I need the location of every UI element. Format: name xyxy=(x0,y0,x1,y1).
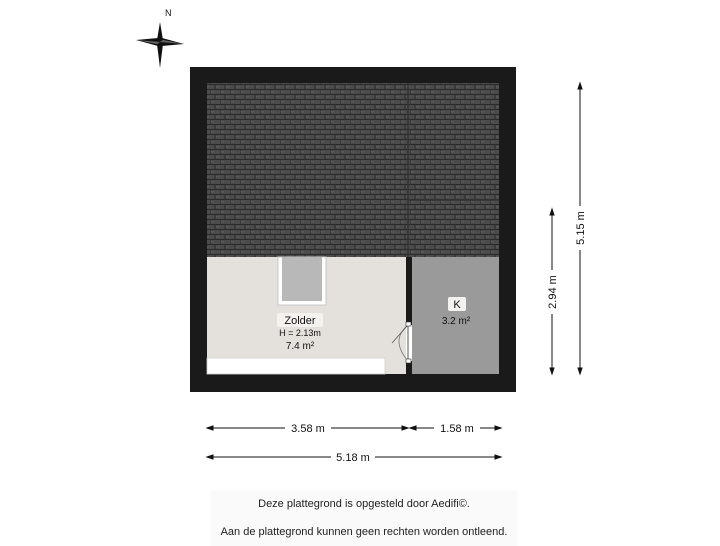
zolder-room-area: 7.4 m² xyxy=(285,341,315,352)
k-room-area: 3.2 m² xyxy=(441,316,471,327)
zolder-lower-strip xyxy=(207,358,385,374)
disclaimer-line-1: Deze plattegrond is opgesteld door Aedifi©. xyxy=(258,498,470,510)
dim-right-outer: 5.15 m xyxy=(575,211,587,245)
dim-bottom-total: 5.18 m xyxy=(336,452,370,464)
disclaimer-footer xyxy=(211,490,517,546)
zolder-room-height: H = 2.13m xyxy=(279,328,321,338)
k-room-name: K xyxy=(453,299,461,311)
roof-area xyxy=(207,83,499,257)
dim-bottom-left: 3.58 m xyxy=(291,423,325,435)
dim-bottom-right: 1.58 m xyxy=(440,423,474,435)
compass-rose-icon xyxy=(136,8,184,68)
compass-north-label: N xyxy=(165,8,172,18)
disclaimer-line-2: Aan de plattegrond kunnen geen rechten worden ontleend. xyxy=(220,526,508,538)
dim-right-inner: 2.94 m xyxy=(547,275,559,309)
zolder-room-name: Zolder xyxy=(284,315,316,327)
